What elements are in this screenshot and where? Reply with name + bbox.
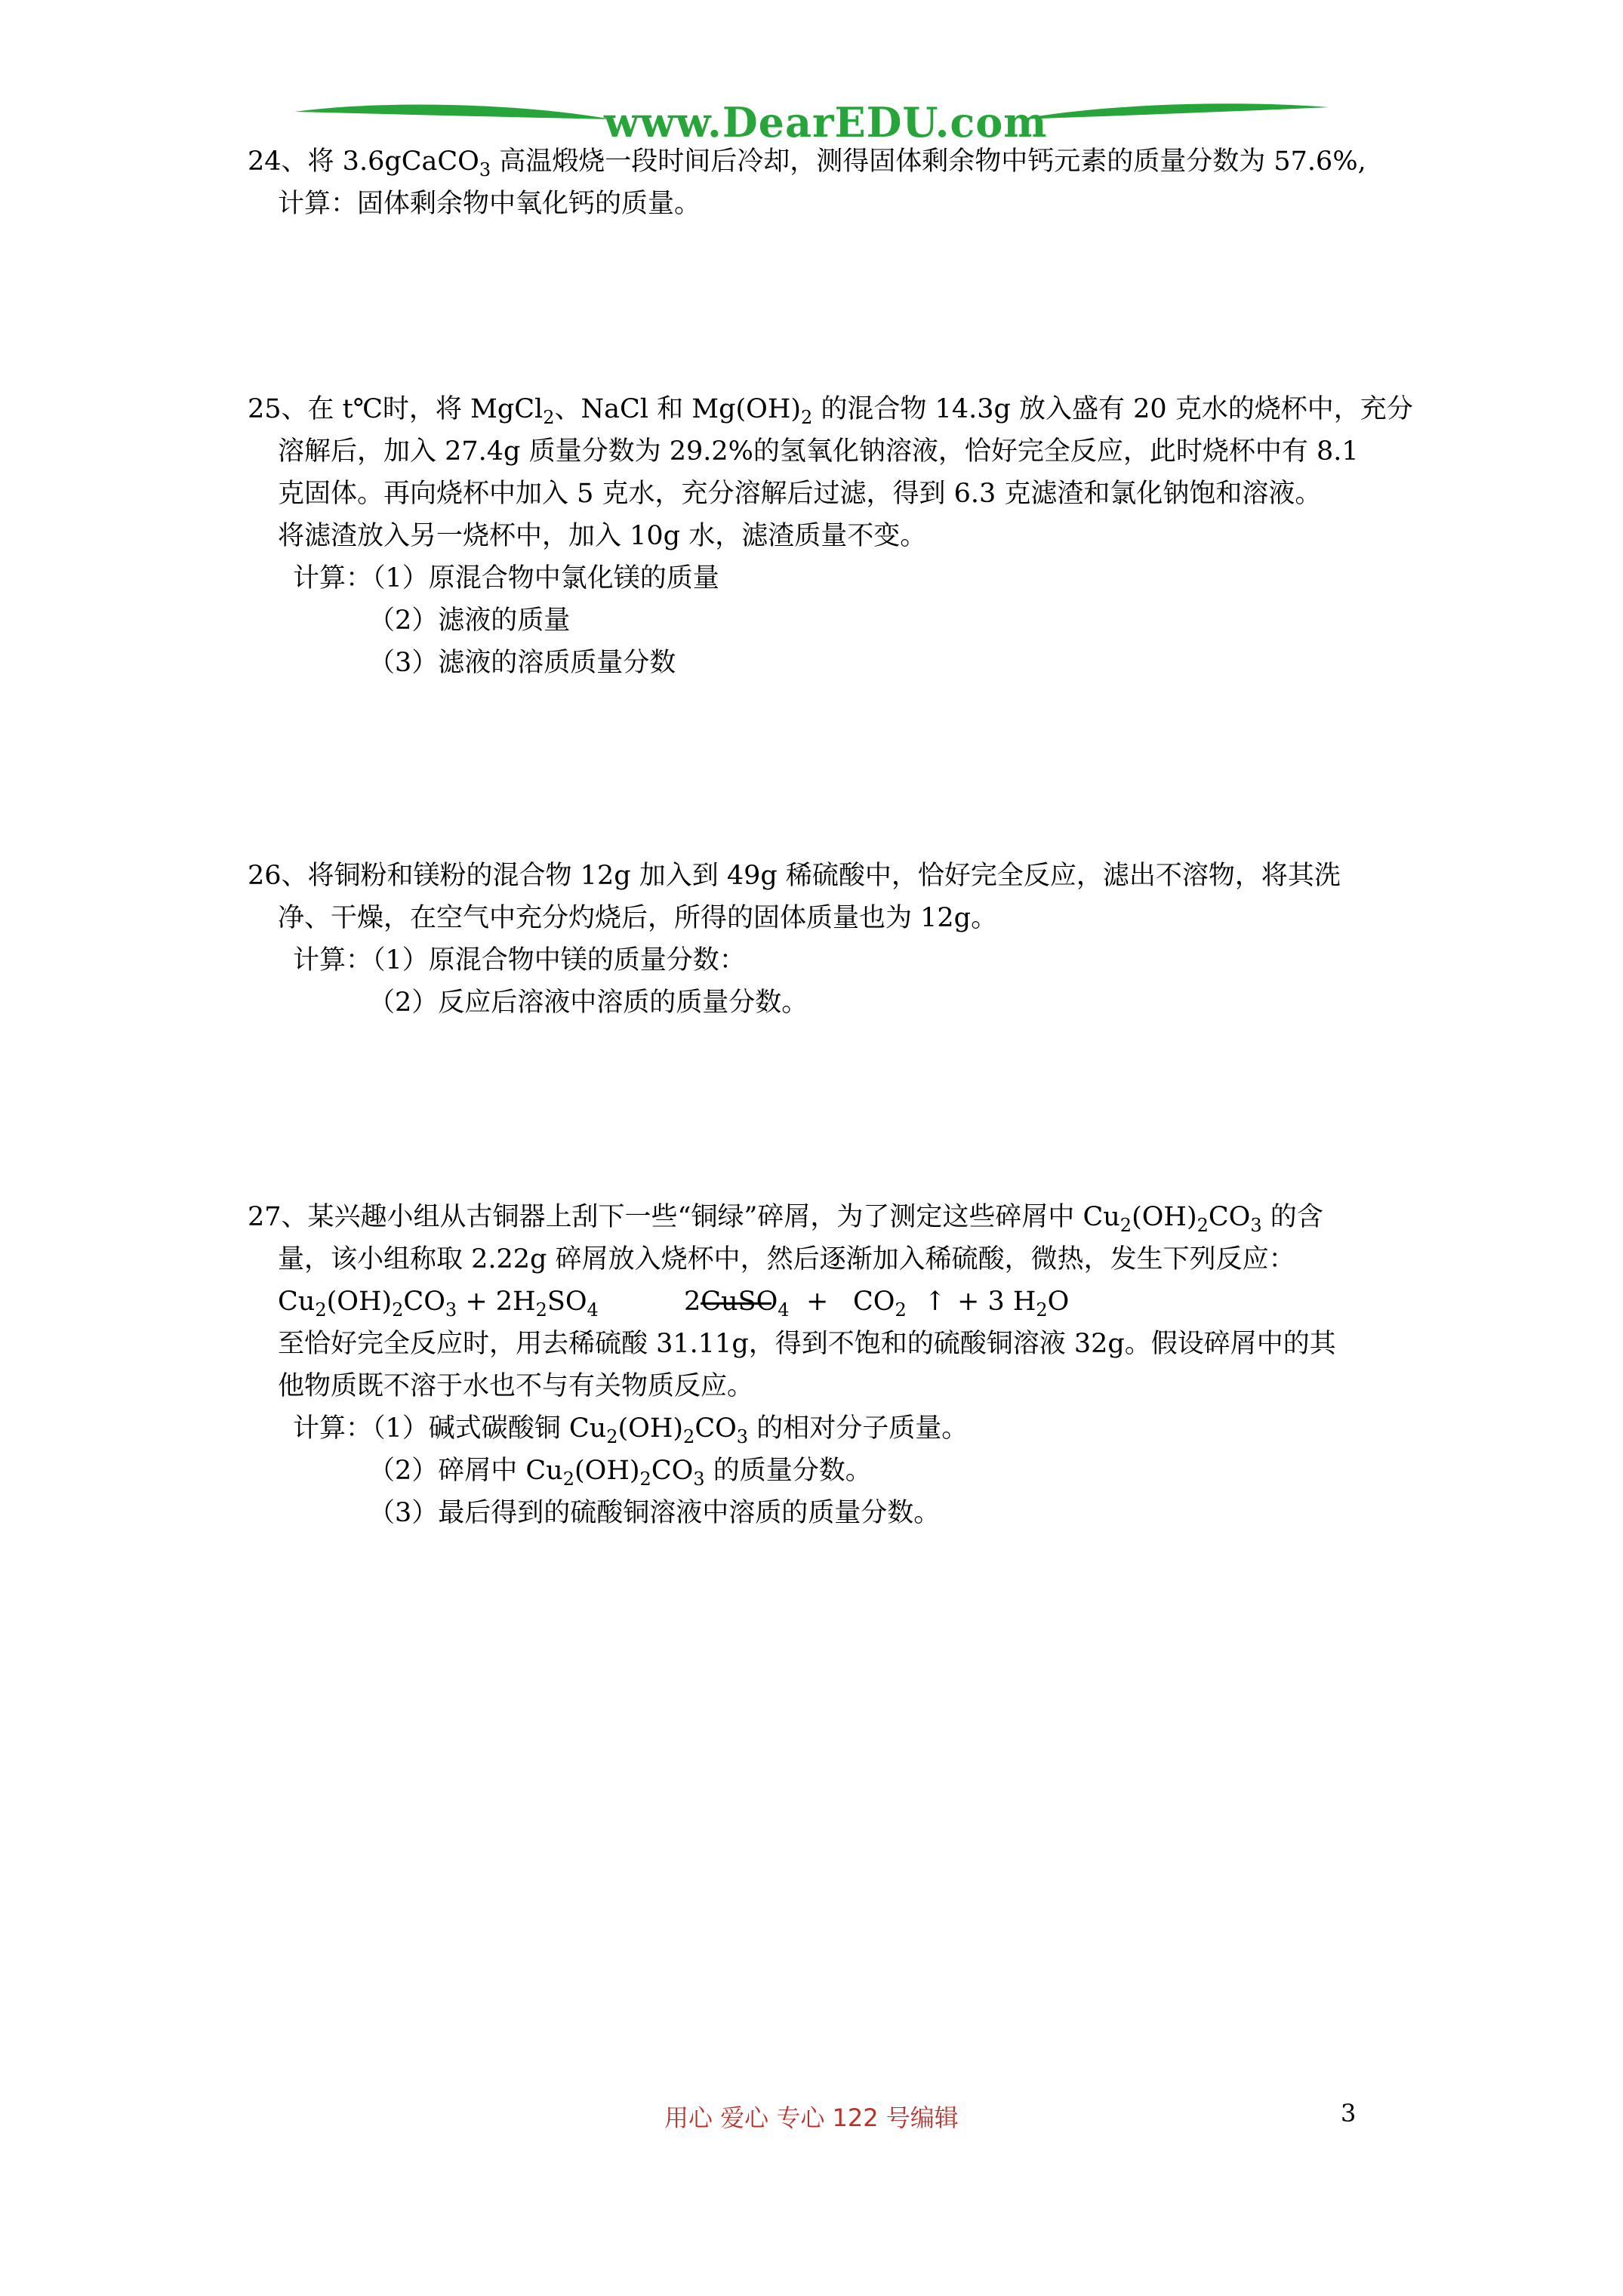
q27-line-2: 量，该小组称取 2.22g 碎屑放入烧杯中，然后逐渐加入稀硫酸，微热，发生下列反应： bbox=[278, 1244, 1295, 1274]
site-logo-text: www.DearEDU.com bbox=[604, 98, 1048, 146]
subscript: 2 bbox=[562, 1469, 574, 1490]
q27-text: CO bbox=[694, 1413, 737, 1444]
eq-text: + 2H bbox=[457, 1287, 536, 1317]
equation-plus: + bbox=[806, 1287, 829, 1317]
subscript: 3 bbox=[736, 1426, 749, 1447]
subscript: 2 bbox=[1119, 1215, 1132, 1236]
q27-text: (OH) bbox=[574, 1456, 640, 1486]
subscript: 3 bbox=[693, 1469, 705, 1490]
q26-text: 将铜粉和镁粉的混合物 12g 加入到 49g 稀硫酸中，恰好完全反应，滤出不溶物，将其洗 bbox=[307, 861, 1341, 891]
q27-text: CO bbox=[1208, 1202, 1251, 1232]
q25-text: 的混合物 14.3g 放入盛有 20 克水的烧杯中，充分 bbox=[812, 394, 1413, 424]
subscript: 2 bbox=[683, 1426, 695, 1447]
q27-text: CO bbox=[651, 1456, 694, 1486]
subscript: 2 bbox=[543, 407, 555, 428]
q27-text: 某兴趣小组从古铜器上刮下一些“铜绿”碎屑，为了测定这些碎屑中 Cu bbox=[307, 1202, 1120, 1232]
eq-text: CuSO bbox=[701, 1287, 778, 1317]
subscript: 3 bbox=[445, 1299, 457, 1321]
equation-left-side bbox=[278, 1281, 599, 1323]
equation-product-water bbox=[957, 1281, 1069, 1323]
gas-arrow-icon: ↑ bbox=[924, 1287, 947, 1317]
q25-line-2: 溶解后，加入 27.4g 质量分数为 29.2%的氢氧化钠溶液，恰好完全反应，此时烧杯中有 8.1 bbox=[278, 436, 1359, 467]
q24-line-2: 计算：固体剩余物中氧化钙的质量。 bbox=[278, 189, 701, 219]
eq-struck-text bbox=[701, 1281, 778, 1323]
q25-line-1 bbox=[248, 388, 1413, 430]
q25-calc-2: （2）滤液的质量 bbox=[368, 606, 571, 636]
q25-line-4: 将滤渣放入另一烧杯中，加入 10g 水，滤渣质量不变。 bbox=[278, 521, 927, 551]
q26-line-2: 净、干燥，在空气中充分灼烧后，所得的固体质量也为 12g。 bbox=[278, 903, 998, 933]
q27-text: (OH) bbox=[617, 1413, 684, 1444]
subscript: 2 bbox=[535, 1299, 547, 1321]
q24-text: 将 3.6gCaCO bbox=[307, 146, 479, 177]
subscript: 4 bbox=[587, 1299, 599, 1321]
subscript: 4 bbox=[778, 1299, 790, 1321]
q24-line-1 bbox=[248, 140, 1366, 183]
equation-product-cuso4 bbox=[684, 1281, 790, 1323]
subscript: 2 bbox=[315, 1299, 327, 1321]
q26-calc-2: （2）反应后溶液中溶质的质量分数。 bbox=[368, 988, 808, 1018]
q24-number: 24、 bbox=[248, 146, 308, 177]
subscript: 2 bbox=[1196, 1215, 1209, 1236]
q27-text: (OH) bbox=[1132, 1202, 1197, 1232]
q27-calc-1 bbox=[293, 1407, 968, 1450]
subscript: 2 bbox=[895, 1299, 907, 1321]
q26-calc-1: 计算：（1）原混合物中镁的质量分数： bbox=[293, 945, 746, 975]
eq-text: SO bbox=[547, 1287, 587, 1317]
page-number: 3 bbox=[1341, 2099, 1357, 2128]
q27-line-4: 至恰好完全反应时，用去稀硫酸 31.11g，得到不饱和的硫酸铜溶液 32g。假设碎屑中的其 bbox=[278, 1329, 1336, 1359]
eq-text: 2 bbox=[684, 1287, 701, 1317]
subscript: 2 bbox=[801, 407, 813, 428]
q27-calc-2 bbox=[368, 1450, 872, 1492]
q27-text: 的质量分数。 bbox=[704, 1456, 872, 1486]
q25-number: 25、 bbox=[248, 394, 308, 424]
q26-line-1 bbox=[248, 855, 1341, 897]
subscript: 3 bbox=[1250, 1215, 1262, 1236]
q27-calc-3: （3）最后得到的硫酸铜溶液中溶质的质量分数。 bbox=[368, 1498, 941, 1528]
q25-line-3: 克固体。再向烧杯中加入 5 克水，充分溶解后过滤，得到 6.3 克滤渣和氯化钠饱和溶液。 bbox=[278, 479, 1322, 509]
q27-number: 27、 bbox=[248, 1202, 308, 1232]
subscript: 2 bbox=[1036, 1299, 1048, 1321]
subscript: 3 bbox=[479, 159, 491, 180]
eq-text: O bbox=[1047, 1287, 1070, 1317]
eq-text: Cu bbox=[278, 1287, 316, 1317]
footer-text: 用心 爱心 专心 122 号编辑 bbox=[664, 2103, 959, 2132]
q27-line-1 bbox=[248, 1196, 1323, 1238]
eq-text: CO bbox=[853, 1287, 895, 1317]
q24-text: 高温煅烧一段时间后冷却，测得固体剩余物中钙元素的质量分数为 57.6%, bbox=[491, 146, 1366, 177]
q27-text: （2）碎屑中 Cu bbox=[368, 1456, 563, 1486]
subscript: 2 bbox=[606, 1426, 618, 1447]
q25-calc-3: （3）滤液的溶质质量分数 bbox=[368, 648, 676, 678]
q27-text: 的含 bbox=[1261, 1202, 1323, 1232]
subscript: 2 bbox=[392, 1299, 404, 1321]
q25-text: 在 t℃时，将 MgCl bbox=[307, 394, 544, 424]
eq-text: (OH) bbox=[326, 1287, 393, 1317]
q26-number: 26、 bbox=[248, 861, 308, 891]
q25-text: 、NaCl 和 Mg(OH) bbox=[554, 394, 802, 424]
q27-text: 计算：（1）碱式碳酸铜 Cu bbox=[293, 1413, 607, 1444]
eq-text: + 3 H bbox=[957, 1287, 1036, 1317]
q25-calc-1: 计算：（1）原混合物中氯化镁的质量 bbox=[293, 563, 719, 593]
q27-text: 的相对分子质量。 bbox=[748, 1413, 969, 1444]
eq-text: CO bbox=[403, 1287, 445, 1317]
subscript: 2 bbox=[639, 1469, 651, 1490]
equation-product-co2 bbox=[853, 1281, 907, 1323]
q27-line-5: 他物质既不溶于水也不与有关物质反应。 bbox=[278, 1371, 754, 1401]
